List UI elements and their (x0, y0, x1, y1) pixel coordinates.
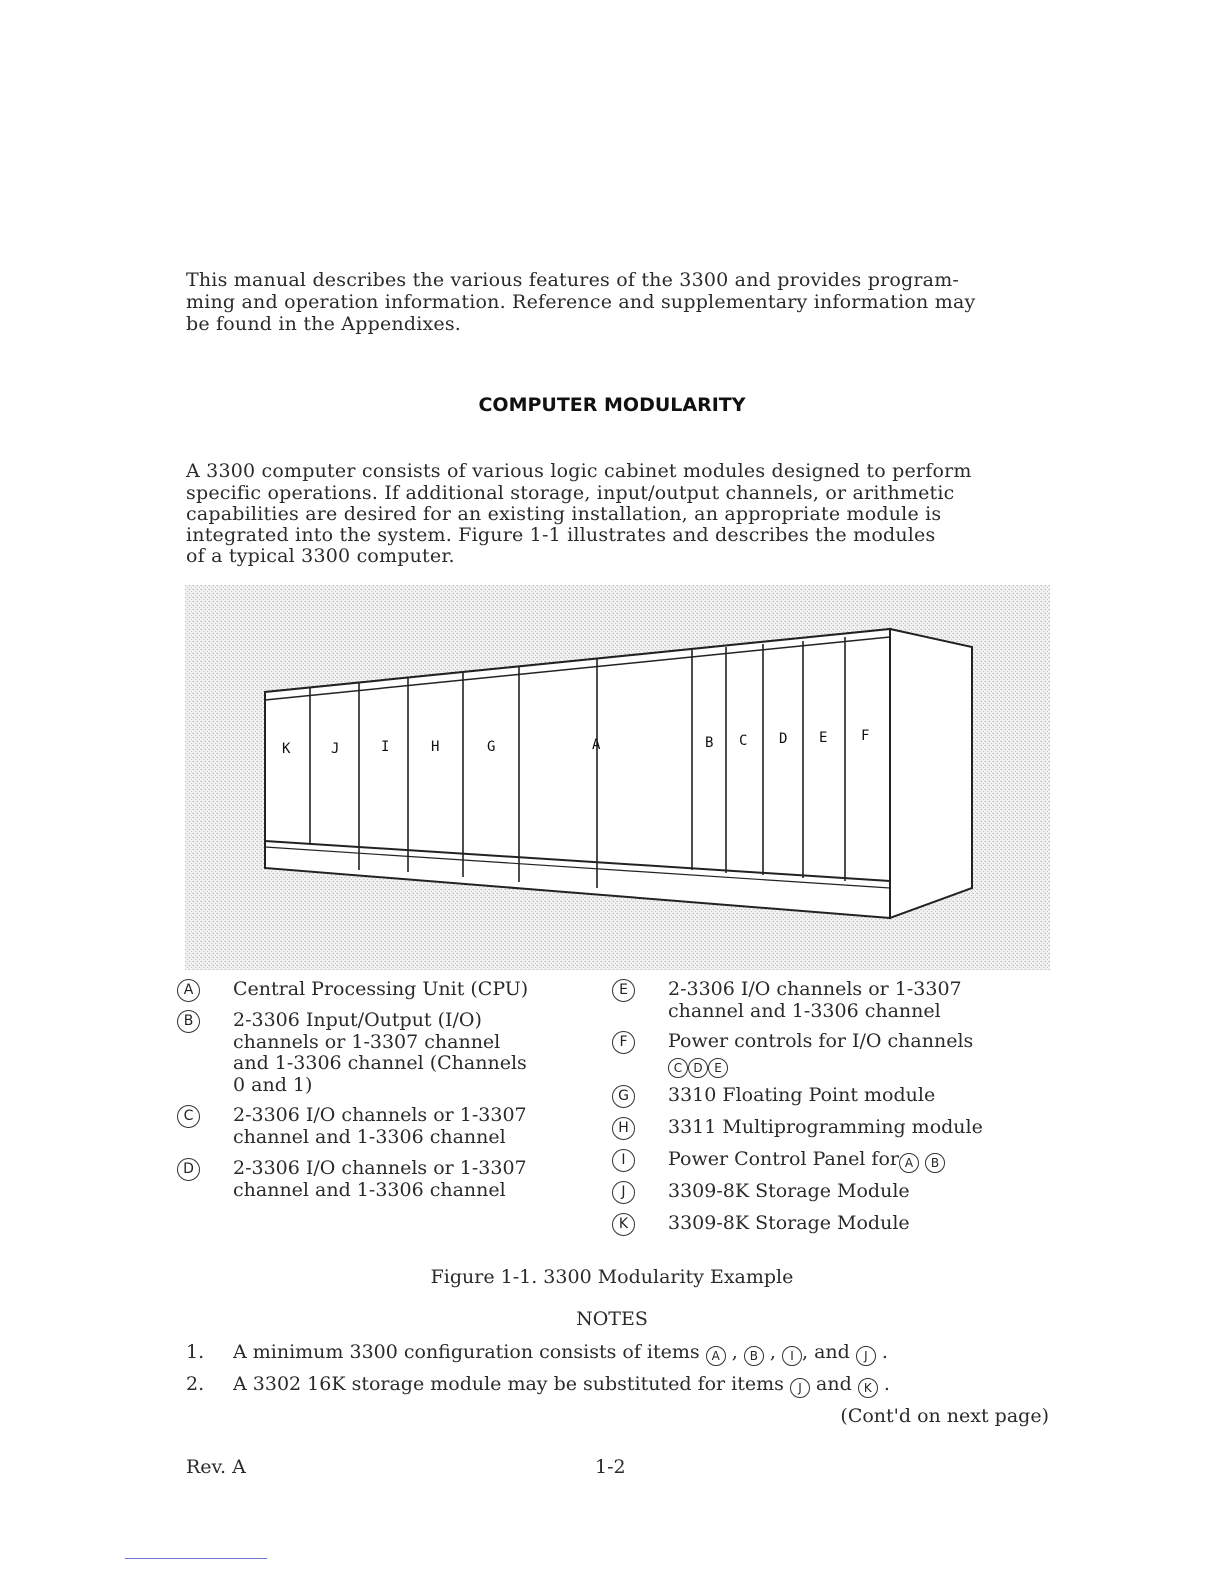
intro-line: This manual describes the various features of the 3300 and provides program- (186, 269, 960, 291)
figure-caption: Figure 1-1. 3300 Modularity Example (430, 1266, 794, 1288)
note-number: 1. (186, 1341, 205, 1363)
legend-line: channel and 1-3306 channel (233, 1125, 506, 1148)
legend-mark-k: K (612, 1213, 635, 1236)
cabinet-label-j: J (331, 741, 340, 757)
legend-text-g: 3310 Floating Point module (668, 1084, 936, 1106)
cabinet-label-b: B (705, 735, 714, 751)
note-segment: , (731, 1341, 738, 1363)
legend-mark-h: H (612, 1117, 635, 1140)
body-line: integrated into the system. Figure 1-1 illustrates and describes the modules (186, 524, 936, 546)
continued-note: (Cont'd on next page) (840, 1405, 1049, 1427)
legend-line: 2-3306 I/O channels or 1-3307 (233, 1157, 527, 1179)
cabinet-label-c: C (739, 733, 748, 749)
legend-line: Power controls for I/O channels (668, 1030, 974, 1052)
note-segment: , and (801, 1341, 850, 1363)
legend-line: 2-3306 I/O channels or 1-3307 (233, 1104, 527, 1126)
legend-mark-i: I (612, 1149, 635, 1172)
legend-mark-g: G (612, 1085, 635, 1108)
scan-underline (125, 1558, 267, 1559)
legend-mark-a: A (177, 979, 200, 1002)
ref-mark-k: K (858, 1378, 878, 1398)
ref-mark-c: C (668, 1058, 688, 1078)
cabinet-illustration (185, 585, 1050, 970)
legend-text-j: 3309-8K Storage Module (668, 1180, 910, 1202)
cabinet-label-f: F (861, 728, 870, 744)
intro-line: ming and operation information. Reference and supplementary information may (186, 291, 976, 313)
ref-mark-b: B (744, 1346, 764, 1366)
note-number: 2. (186, 1373, 205, 1395)
legend-line: channel and 1-3306 channel (233, 1178, 506, 1201)
intro-line: be found in the Appendixes. (186, 313, 462, 335)
ref-mark-j: J (790, 1378, 810, 1398)
legend-mark-j: J (612, 1181, 635, 1204)
legend-line: 2-3306 I/O channels or 1-3307 (668, 978, 962, 1000)
legend-text-i (668, 1149, 945, 1173)
legend-text-d (233, 1158, 527, 1201)
legend-text-b (233, 1010, 527, 1096)
cabinet-label-g: G (487, 739, 496, 755)
cabinet-label-e: E (819, 730, 828, 746)
ref-mark-d: D (688, 1058, 708, 1078)
legend-sub-marks (668, 1054, 973, 1078)
legend-text-c (233, 1105, 527, 1148)
legend-mark-b: B (177, 1010, 200, 1033)
cabinet-label-h: H (431, 739, 440, 755)
legend-line: Power Control Panel for (668, 1148, 899, 1170)
legend-line: and 1-3306 channel (Channels (233, 1052, 527, 1074)
cabinet-label-a: A (592, 737, 601, 753)
legend-text-h: 3311 Multiprogramming module (668, 1116, 983, 1138)
legend-mark-e: E (612, 979, 635, 1002)
note-segment: . (883, 1373, 890, 1395)
ref-mark-e: E (708, 1058, 728, 1078)
cabinet-side (890, 629, 972, 918)
legend-line: channel and 1-3306 channel (668, 999, 941, 1022)
note-segment: and (816, 1373, 852, 1395)
cabinet-label-k: K (282, 741, 291, 757)
note-segment: A minimum 3300 configuration consists of items (233, 1341, 700, 1363)
note-segment: . (881, 1341, 888, 1363)
cabinet-label-i: I (381, 739, 390, 755)
body-line: specific operations. If additional storage, input/output channels, or arithmetic (186, 482, 955, 504)
legend-text-k: 3309-8K Storage Module (668, 1212, 910, 1234)
note-segment: , (769, 1341, 776, 1363)
legend-text-e (668, 979, 962, 1022)
legend-mark-d: D (177, 1158, 200, 1181)
legend-line: Central Processing Unit (CPU) (233, 978, 529, 1000)
legend-mark-f: F (612, 1031, 635, 1054)
ref-mark-i: I (782, 1346, 802, 1366)
ref-mark-a: A (706, 1346, 726, 1366)
cabinet-label-d: D (779, 731, 788, 747)
legend-text-a (233, 979, 528, 1001)
notes-heading: NOTES (576, 1308, 648, 1330)
body-line: A 3300 computer consists of various logic cabinet modules designed to perform (186, 460, 972, 482)
ref-mark-a: A (899, 1153, 919, 1173)
body-line: capabilities are desired for an existing installation, an appropriate module is (186, 503, 942, 525)
ref-mark-b: B (925, 1153, 945, 1173)
note-text (233, 1373, 890, 1398)
section-heading: COMPUTER MODULARITY (478, 394, 746, 416)
legend-mark-c: C (177, 1105, 200, 1128)
revision-label: Rev. A (186, 1456, 246, 1478)
legend-line: channels or 1-3307 channel (233, 1030, 501, 1053)
legend-line: 2-3306 Input/Output (I/O) (233, 1009, 482, 1031)
body-line: of a typical 3300 computer. (186, 545, 455, 567)
legend-text-f (668, 1031, 973, 1078)
note-text (233, 1341, 888, 1366)
page-number: 1-2 (595, 1456, 626, 1478)
legend-line: 0 and 1) (233, 1073, 313, 1096)
ref-mark-j: J (856, 1346, 876, 1366)
note-segment: A 3302 16K storage module may be substituted for items (233, 1373, 784, 1395)
